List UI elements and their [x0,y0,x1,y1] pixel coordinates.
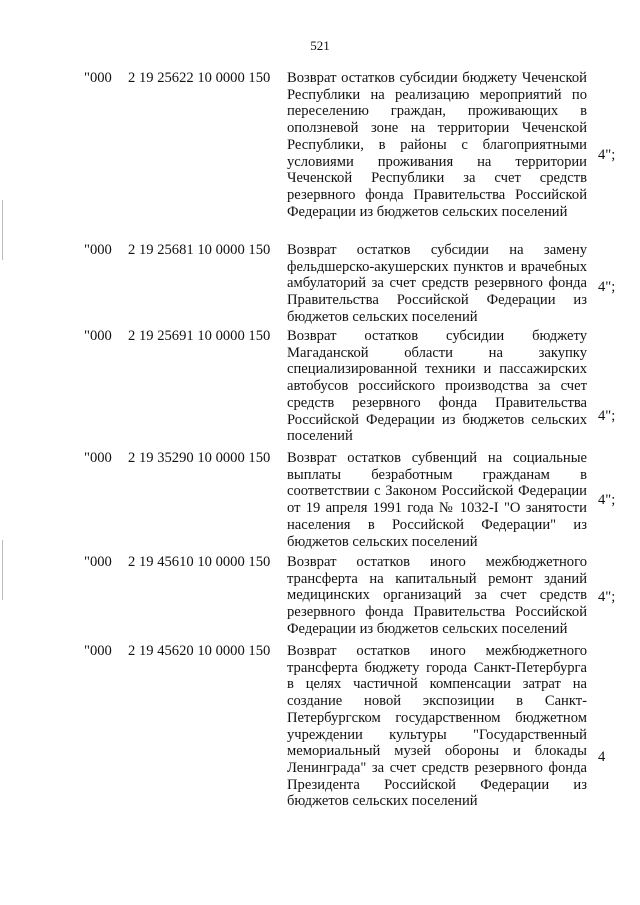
row-description: Возврат остатков иного межбюджетного трансферта на капитальный ремонт зданий медицинских организаций за счет средств резервного фонда Правительства Российской Федерации из бюджетов сельских поселений [287,554,587,637]
code-prefix: "000 [84,450,112,466]
row-description: Возврат остатков субсидии на замену фельдшерско-акушерских пунктов и врачебных амбулаторий за счет средств резервного фонда Правительства Российской Федерации из бюджетов сельских поселений [287,242,587,325]
code-prefix: "000 [84,643,112,659]
page-number: 521 [310,38,330,53]
budget-code: 2 19 35290 10 0000 150 [128,450,271,466]
column-4-value: 4 [598,749,606,765]
row-description: Возврат остатков субсидии бюджету Чеченской Республики на реализацию мероприятий по переселению граждан, проживающих в оползневой зоне на территории Чеченской Республики, в районы с благоприятными условиями проживания на территории Чеченской Республики за счет средств резервного фонда Правительства Российской Федерации из бюджетов сельских поселений [287,70,587,220]
scan-margin-line [2,540,3,600]
budget-code: 2 19 45620 10 0000 150 [128,643,271,659]
budget-code: 2 19 25622 10 0000 150 [128,70,271,86]
budget-code: 2 19 45610 10 0000 150 [128,554,271,570]
code-prefix: "000 [84,242,112,258]
column-4-value: 4"; [598,408,616,424]
scan-margin-line [2,200,3,260]
column-4-value: 4"; [598,147,616,163]
code-prefix: "000 [84,554,112,570]
budget-code: 2 19 25691 10 0000 150 [128,328,271,344]
row-description: Возврат остатков субсидии бюджету Магаданской области на закупку специализированной техники и пассажирских автобусов российского производства за счет средств резервного фонда Правительства Российской Федерации из бюджетов сельских поселений [287,328,587,445]
row-description: Возврат остатков субвенций на социальные выплаты безработным гражданам в соответствии с Законом Российской Федерации от 19 апреля 1991 года № 1032-I "О занятости населения в Российской Федерации" из бюджетов сельских поселений [287,450,587,550]
column-4-value: 4"; [598,279,616,295]
code-prefix: "000 [84,70,112,86]
column-4-value: 4"; [598,492,616,508]
row-description: Возврат остатков иного межбюджетного трансферта бюджету города Санкт-Петербурга в целях частичной компенсации затрат на создание новой экспозиции в Санкт-Петербургском государственном бюджетном учреждении культуры "Государственный мемориальный музей обороны и блокады Ленинграда" за счет средств резервного фонда Президента Российской Федерации из бюджетов сельских поселений [287,643,587,810]
budget-code: 2 19 25681 10 0000 150 [128,242,271,258]
column-4-value: 4"; [598,589,616,605]
code-prefix: "000 [84,328,112,344]
